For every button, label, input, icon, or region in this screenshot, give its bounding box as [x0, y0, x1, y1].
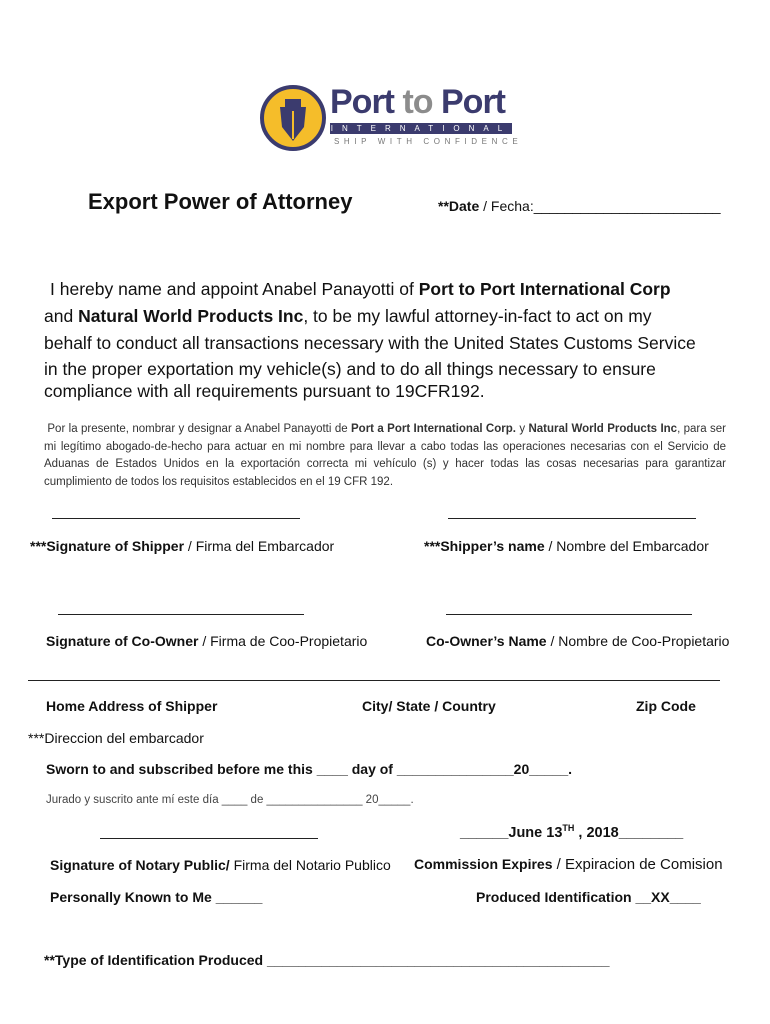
notary-signature-label: Signature of Notary Public/ Firma del Notario Publico: [50, 857, 391, 873]
produced-identification-field: Produced Identification __XX____: [476, 889, 701, 905]
zip-label: Zip Code: [636, 698, 696, 714]
shipper-name-line[interactable]: [448, 518, 696, 519]
home-address-label: Home Address of Shipper: [46, 698, 218, 714]
jurado-statement: Jurado y suscrito ante mí este día ____ de _______________ 20_____.: [46, 794, 414, 806]
notary-signature-line[interactable]: [100, 838, 318, 839]
logo-international: INTERNATIONAL: [330, 124, 512, 133]
date-label: **Date: [438, 198, 480, 214]
direccion-label: ***Direccion del embarcador: [28, 730, 204, 746]
coowner-name-line[interactable]: [446, 614, 692, 615]
coowner-name-label: Co-Owner’s Name / Nombre de Coo-Propietario: [426, 633, 730, 649]
company-logo: [258, 83, 523, 155]
city-label: City/ State / Country: [362, 698, 496, 714]
type-of-identification-field: **Type of Identification Produced ____________________________________________: [44, 952, 610, 968]
logo-to: to: [402, 83, 433, 121]
coowner-signature-label: Signature of Co-Owner / Firma de Coo-Propietario: [46, 633, 368, 649]
shipper-signature-line[interactable]: [52, 518, 300, 519]
personally-known-field: Personally Known to Me ______: [50, 889, 263, 905]
coowner-signature-line[interactable]: [58, 614, 304, 615]
date-line: / Fecha:________________________: [479, 198, 721, 214]
ship-emblem-icon: [258, 83, 328, 155]
address-line[interactable]: [28, 680, 720, 681]
commission-expiry-date: ______June 13TH , 2018________: [460, 823, 684, 841]
commission-label: Commission Expires / Expiracion de Comision: [414, 856, 723, 873]
sworn-statement: Sworn to and subscribed before me this ____ day of _______________20_____.: [46, 761, 573, 777]
date-field: [438, 198, 721, 214]
logo-port2: Port: [441, 83, 505, 121]
shipper-name-label: ***Shipper’s name / Nombre del Embarcador: [424, 538, 709, 554]
spanish-paragraph: Por la presente, nombrar y designar a Anabel Panayotti de Port a Port International Corp. y Natural World Products Inc, para ser mi legítimo abogado-de-hecho para actuar en mi nombre para llevar a cabo todas las operaciones necesarias con el Servicio de Aduanas de Estados Unidos en la exportación correcta mi vehículo (s) y hacer todas las cosas necesarias para garantizar cumplimiento de todos los requisitos establecidos en el 19 CFR 192.: [44, 423, 727, 488]
english-lines: and Natural World Products Inc, to be my lawful attorney-in-fact to act on my behalf to conduct all transactions necessary with the United States Customs Service in the proper exportation my vehicle(s) and to do all things necessary to ensure compliance with all requirements pursuant to 19CFR192.: [44, 306, 696, 401]
english-paragraph: I hereby name and appoint Anabel Panayotti of Port to Port International Corp: [50, 279, 671, 299]
logo-port: Port: [330, 83, 394, 121]
shipper-signature-label: ***Signature of Shipper / Firma del Embarcador: [30, 538, 335, 554]
document-title: Export Power of Attorney: [88, 189, 353, 214]
logo-tagline: SHIP WITH CONFIDENCE: [334, 137, 523, 146]
